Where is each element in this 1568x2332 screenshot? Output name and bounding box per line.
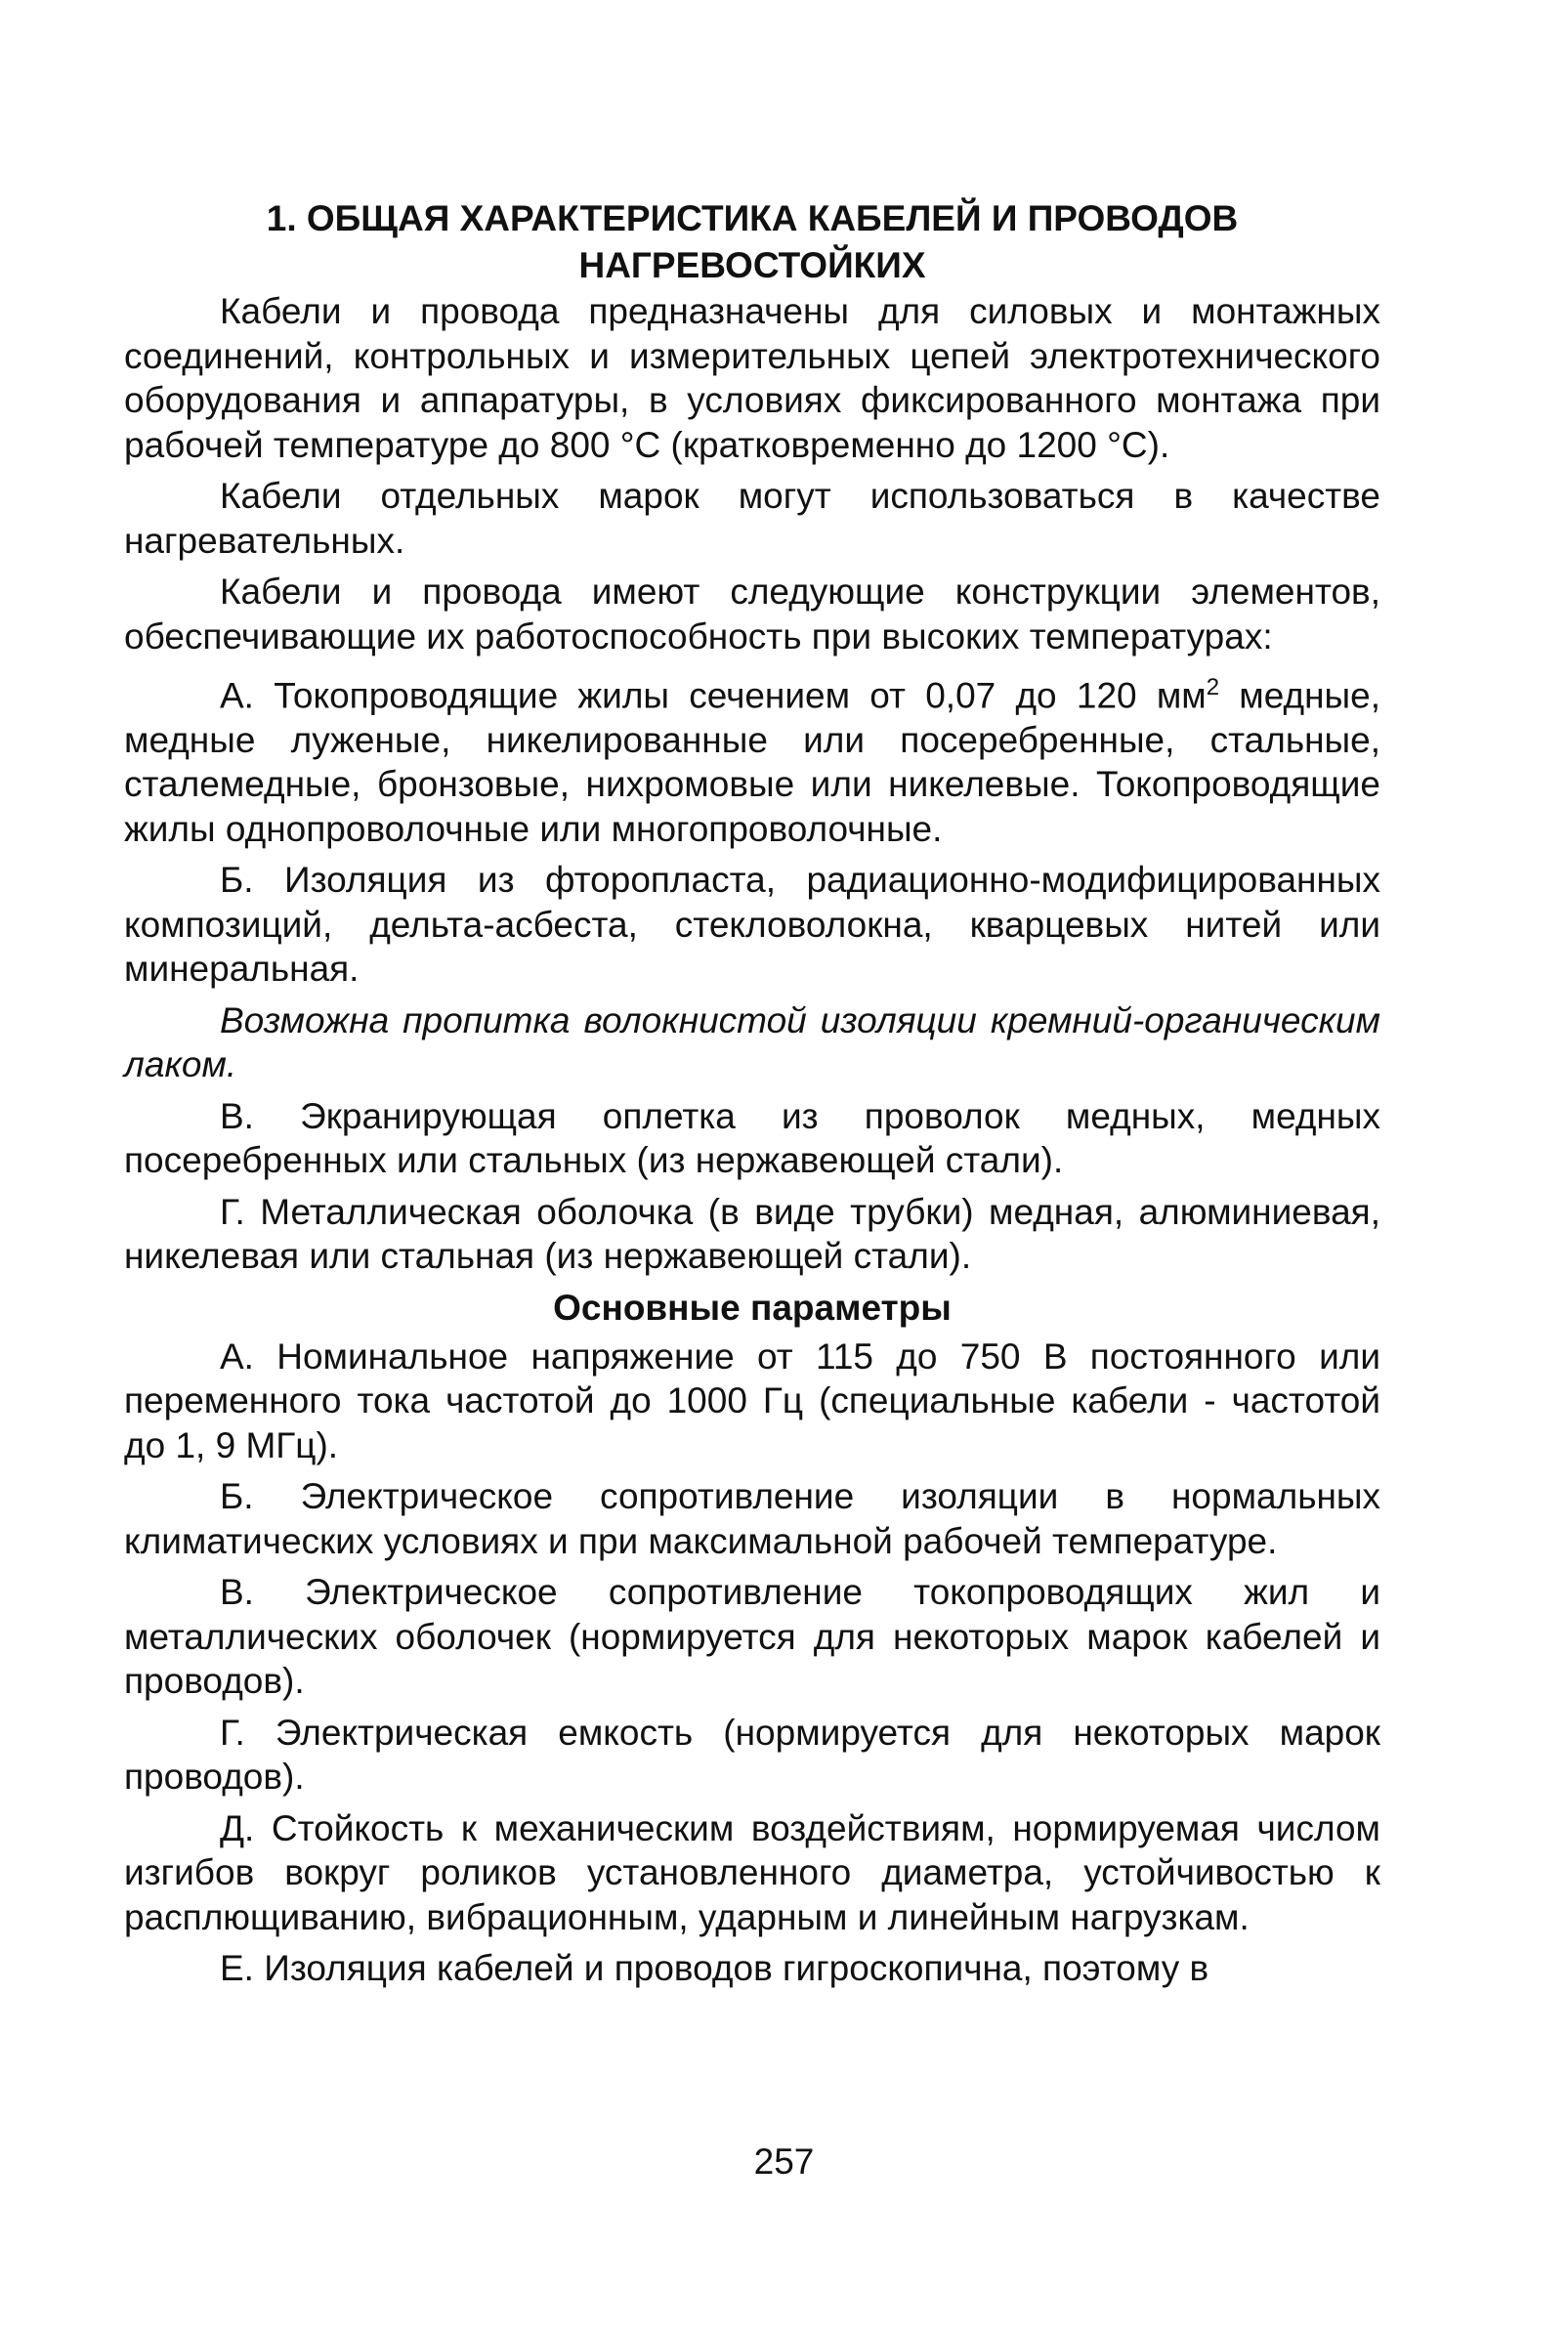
param-item: А. Номинальное напряжение от 115 до 750 В постоянного или переменного тока частотой до 1000 Гц (специальные кабели - частотой до 1, 9 МГц). [124, 1336, 1380, 1465]
param-item: Д. Стойкость к механическим воздействиям, нормируемая числом изгибов вокруг роликов установленного диаметра, устойчивостью к расплющиванию, вибрационным, ударным и линейным нагрузкам. [124, 1807, 1380, 1937]
param-item: Е. Изоляция кабелей и проводов гигроскопична, поэтому в [220, 1948, 1209, 1989]
superscript: 2 [1206, 674, 1220, 700]
title-line-1: 1. ОБЩАЯ ХАРАКТЕРИСТИКА КАБЕЛЕЙ И ПРОВОДОВ [266, 198, 1239, 238]
param-item: Г. Электрическая емкость (нормируется для некоторых марок проводов). [124, 1712, 1380, 1798]
title-line-2: НАГРЕВОСТОЙКИХ [578, 245, 926, 285]
construction-item-a-text: А. Токопроводящие жилы сечением от 0,07 до 120 мм [220, 675, 1207, 716]
construction-item-a-text-cont: медные, медные луженые, никелированные или посеребренные, стальные, сталемедные, бронзовые, нихромовые или никелевые. Токопроводящие жилы однопроволочные или многопроволочные. [124, 675, 1380, 849]
construction-item-b: Б. Изоляция из фторопласта, радиационно-модифицированных композиций, дельта-асбеста, стекловолокна, кварцевых нитей или минеральная. [124, 860, 1380, 990]
construction-item-b-note: Возможна пропитка волокнистой изоляции кремний-органическим лаком. [124, 999, 1380, 1085]
document-page [124, 195, 1380, 1998]
section-title [124, 195, 1380, 289]
construction-item-v: В. Экранирующая оплетка из проволок медных, медных посеребренных или стальных (из нержавеющей стали). [124, 1095, 1380, 1181]
param-item: Б. Электрическое сопротивление изоляции в нормальных климатических условиях и при максимальной рабочей температуре. [124, 1476, 1380, 1561]
params-heading: Основные параметры [553, 1287, 952, 1328]
intro-paragraph: Кабели и провода предназначены для силовых и монтажных соединений, контрольных и измерительных цепей электротехнического оборудования и аппаратуры, в условиях фиксированного монтажа при рабочей температуре до 800 °С (кратковременно до 1200 °С). [124, 291, 1380, 465]
intro-paragraph: Кабели отдельных марок могут использоваться в качестве нагревательных. [124, 476, 1380, 561]
construction-item-g: Г. Металлическая оболочка (в виде трубки) медная, алюминиевая, никелевая или стальная (из нержавеющей стали). [124, 1191, 1380, 1277]
page-number: 257 [753, 2141, 815, 2182]
construction-item-a [124, 665, 1380, 851]
param-item: В. Электрическое сопротивление токопроводящих жил и металлических оболочек (нормируется для некоторых марок кабелей и проводов). [124, 1572, 1380, 1702]
intro-paragraph: Кабели и провода имеют следующие конструкции элементов, обеспечивающие их работоспособность при высоких температурах: [124, 572, 1380, 657]
